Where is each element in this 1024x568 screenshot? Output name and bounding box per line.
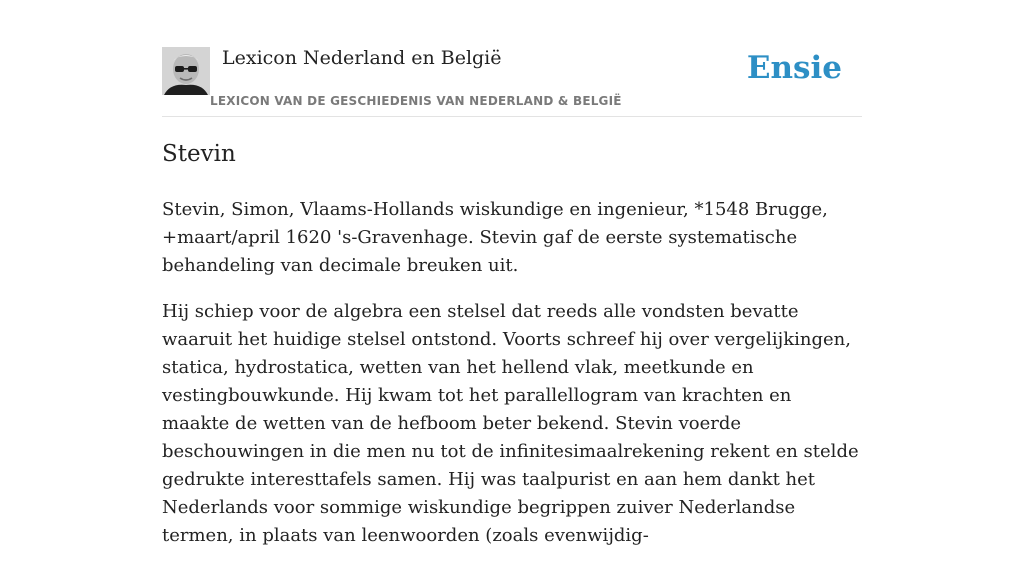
site-header — [162, 44, 862, 117]
ensie-logo-link[interactable]: Ensie — [746, 50, 842, 86]
entry-title: Stevin — [162, 141, 236, 167]
entry-paragraph-2: Hij schiep voor de algebra een stelsel dat reeds alle vondsten bevatte waaruit het huidige stelsel ontstond. Voorts schreef hij over vergelijkingen, statica, hydrostatica, wetten van het hellend vlak, meetkunde en vestingbouwkunde. Hij kwam tot het parallellogram van krachten en maakte de wetten van de hefboom beter bekend. Stevin voerde beschouwingen in die men nu tot de infinitesimaalrekening rekent en stelde gedrukte interesttafels samen. Hij was taalpurist en aan hem dankt het Nederlands voor sommige wiskundige begrippen zuiver Nederlandse termen, in plaats van leenwoorden (zoals evenwijdig- — [162, 301, 859, 546]
site-title-link[interactable]: Lexicon Nederland en België — [222, 47, 502, 69]
avatar-portrait-icon — [162, 47, 210, 95]
entry-paragraph-1: Stevin, Simon, Vlaams-Hollands wiskundige en ingenieur, *1548 Brugge, +maart/april 1620 's-Gravenhage. Stevin gaf de eerste systematische behandeling van decimale breuken uit. — [162, 199, 828, 276]
site-subtitle: LEXICON VAN DE GESCHIEDENIS VAN NEDERLAND & BELGIË — [210, 94, 622, 108]
entry-content — [162, 136, 862, 568]
avatar[interactable] — [162, 47, 210, 95]
